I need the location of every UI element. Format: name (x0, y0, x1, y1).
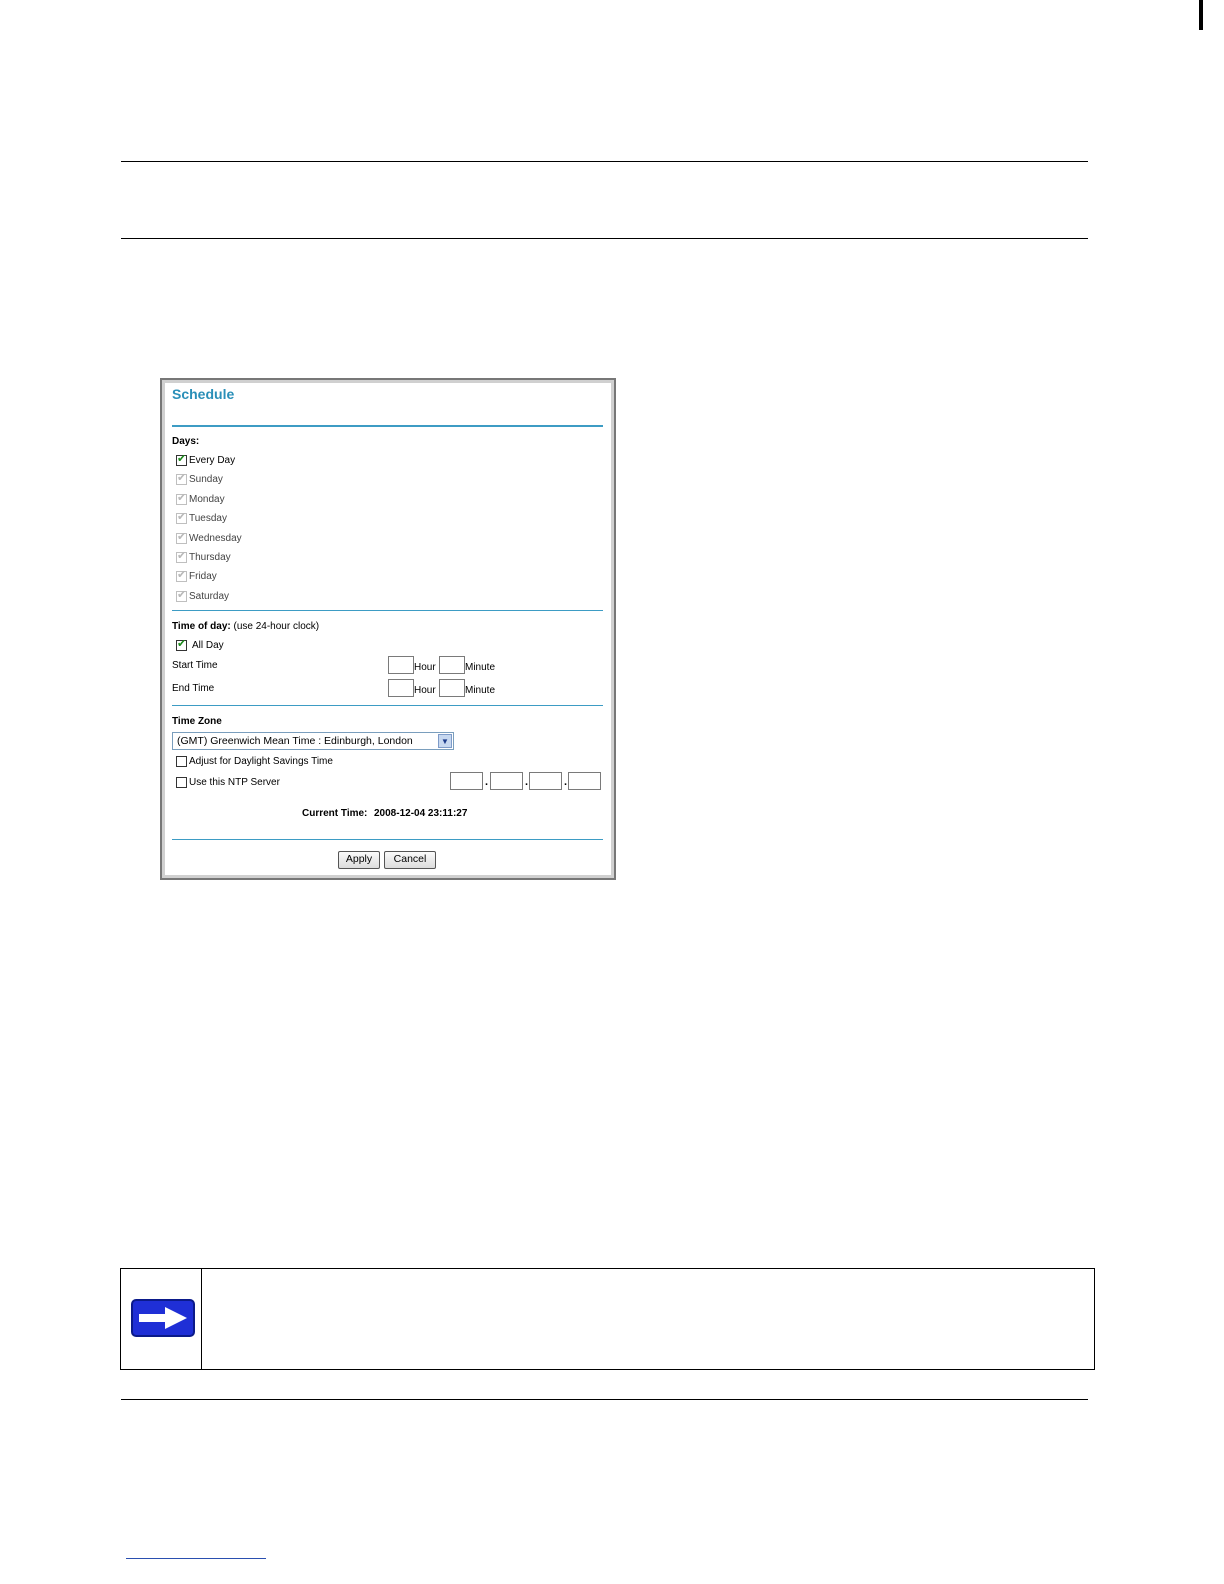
time-of-day-hint: (use 24-hour clock) (233, 621, 320, 632)
ntp-octet-2-input[interactable] (490, 772, 523, 790)
end-time-label: End Time (172, 683, 215, 694)
ip-dot: . (564, 776, 568, 788)
ntp-octet-1-input[interactable] (450, 772, 483, 790)
day-label: Every Day (189, 455, 236, 466)
end-minute-label: Minute (465, 685, 496, 696)
day-checkbox[interactable] (176, 494, 187, 505)
day-label: Thursday (189, 552, 231, 563)
check-icon: ✔ (177, 472, 187, 484)
day-label: Sunday (189, 474, 223, 485)
start-hour-input[interactable] (388, 656, 414, 674)
title-separator (172, 425, 603, 427)
right-arrow-icon (131, 1299, 195, 1337)
start-minute-input[interactable] (439, 656, 465, 674)
check-icon: ✔ (177, 638, 187, 650)
ip-dot: . (525, 776, 529, 788)
day-label: Monday (189, 494, 225, 505)
note-divider (201, 1269, 202, 1369)
time-zone-value: (GMT) Greenwich Mean Time : Edinburgh, London (177, 735, 413, 747)
footer-rule (121, 1399, 1088, 1400)
time-zone-select[interactable] (172, 732, 454, 750)
current-time-label: Current Time: (302, 808, 368, 819)
check-icon: ✔ (177, 550, 187, 562)
footer-link-underline[interactable] (126, 1558, 266, 1559)
day-checkbox[interactable] (176, 591, 187, 602)
ntp-server-label: Use this NTP Server (189, 777, 280, 788)
ip-dot: . (485, 776, 489, 788)
page-corner-mark (1199, 0, 1203, 30)
current-time-value: 2008-12-04 23:11:27 (374, 808, 468, 819)
end-minute-input[interactable] (439, 679, 465, 697)
header-rule-top (121, 161, 1088, 162)
start-hour-label: Hour (414, 662, 436, 673)
ntp-server-checkbox[interactable] (176, 777, 187, 788)
ntp-octet-3-input[interactable] (529, 772, 562, 790)
day-label: Tuesday (189, 513, 227, 524)
chevron-down-icon[interactable]: ▼ (438, 734, 452, 748)
check-icon: ✔ (177, 589, 187, 601)
start-minute-label: Minute (465, 662, 496, 673)
day-checkbox[interactable] (176, 533, 187, 544)
time-separator (172, 705, 603, 706)
day-label: Saturday (189, 591, 230, 602)
header-rule-bottom (121, 238, 1088, 239)
ntp-octet-4-input[interactable] (568, 772, 601, 790)
day-label: Friday (189, 571, 217, 582)
check-icon: ✔ (177, 569, 187, 581)
time-of-day-heading (172, 621, 319, 632)
apply-button[interactable]: Apply (338, 851, 380, 869)
check-icon: ✔ (177, 511, 187, 523)
all-day-label: All Day (192, 640, 224, 651)
daylight-savings-checkbox[interactable] (176, 756, 187, 767)
daylight-savings-label: Adjust for Daylight Savings Time (189, 756, 333, 767)
note-box (120, 1268, 1095, 1370)
time-of-day-label: Time of day: (172, 621, 231, 632)
day-checkbox[interactable] (176, 474, 187, 485)
check-icon: ✔ (177, 492, 187, 504)
end-hour-label: Hour (414, 685, 436, 696)
end-hour-input[interactable] (388, 679, 414, 697)
cancel-button[interactable]: Cancel (384, 851, 436, 869)
day-checkbox[interactable] (176, 571, 187, 582)
time-zone-label: Time Zone (172, 716, 222, 727)
schedule-title: Schedule (172, 386, 235, 402)
schedule-screenshot (160, 378, 616, 880)
all-day-checkbox[interactable] (176, 640, 187, 651)
day-checkbox[interactable] (176, 455, 187, 466)
start-time-label: Start Time (172, 660, 218, 671)
check-icon: ✔ (177, 453, 187, 465)
day-checkbox[interactable] (176, 513, 187, 524)
footer-separator (172, 839, 603, 840)
days-separator (172, 610, 603, 611)
days-label: Days: (172, 436, 200, 447)
day-label: Wednesday (189, 533, 242, 544)
day-checkbox[interactable] (176, 552, 187, 563)
check-icon: ✔ (177, 531, 187, 543)
